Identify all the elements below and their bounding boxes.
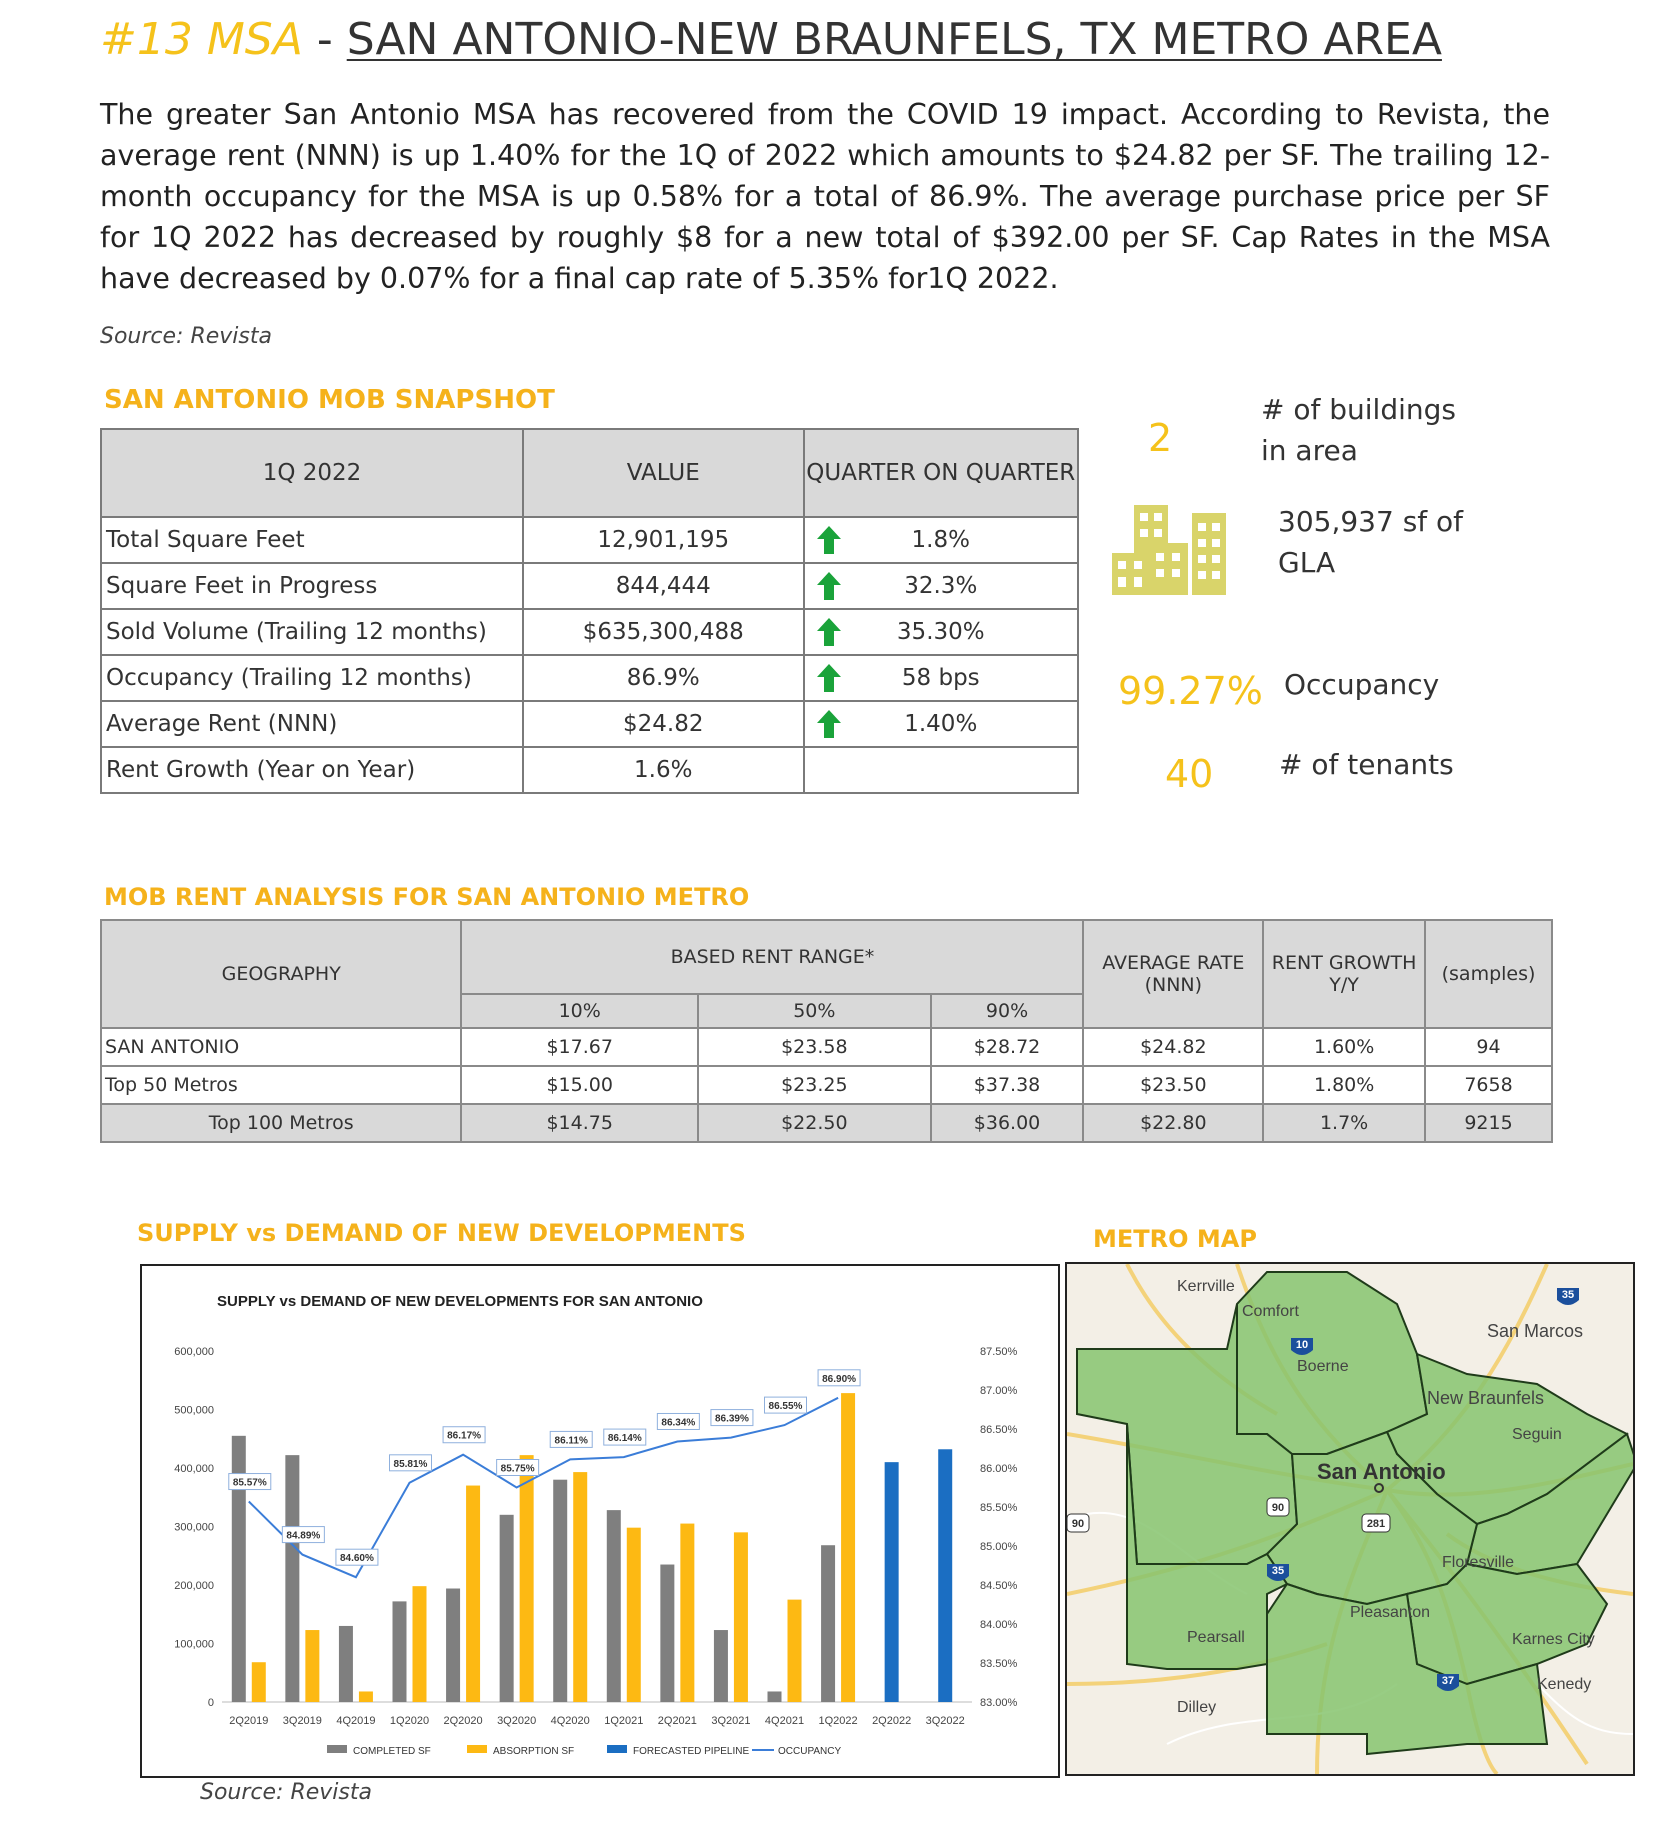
- occupancy-data-label: 86.39%: [714, 1413, 749, 1425]
- row-value: 12,901,195: [523, 517, 804, 563]
- table-row: [101, 1104, 1552, 1142]
- label-kenedy: Kenedy: [1537, 1676, 1592, 1693]
- snapshot-header-period: 1Q 2022: [101, 429, 523, 517]
- source-note-bottom: Source: Revista: [200, 1780, 372, 1805]
- row-label: Sold Volume (Trailing 12 months): [101, 609, 523, 655]
- snapshot-header-value: VALUE: [523, 429, 804, 517]
- x-tick-label: 1Q2022: [818, 1715, 858, 1727]
- y-tick-label: 500,000: [174, 1404, 214, 1417]
- row-qoq: [804, 747, 1078, 793]
- table-row: [101, 563, 1078, 609]
- source-note-top: Source: Revista: [100, 324, 272, 349]
- occupancy-data-label: 85.75%: [500, 1463, 535, 1475]
- avg-cell: $23.50: [1083, 1066, 1263, 1104]
- svg-text:35: 35: [1561, 1289, 1575, 1301]
- p50-cell: $23.58: [698, 1028, 931, 1066]
- row-value: 844,444: [523, 563, 804, 609]
- label-new-braunfels: New Braunfels: [1427, 1388, 1545, 1408]
- header-geography: GEOGRAPHY: [101, 920, 461, 1028]
- rent-analysis-title: MOB RENT ANALYSIS FOR SAN ANTONIO METRO: [104, 883, 750, 911]
- metro-map-title: METRO MAP: [1093, 1225, 1257, 1253]
- msa-rank: #13 MSA: [100, 14, 303, 65]
- table-row: [101, 747, 1078, 793]
- row-label: Square Feet in Progress: [101, 563, 523, 609]
- p90-cell: $28.72: [931, 1028, 1084, 1066]
- up-arrow-icon: [817, 526, 841, 554]
- occupancy-data-label: 86.14%: [607, 1433, 642, 1445]
- row-qoq: [804, 563, 1078, 609]
- y2-tick-label: 86.00%: [980, 1463, 1018, 1475]
- row-value: $635,300,488: [523, 609, 804, 655]
- x-tick-label: 4Q2019: [336, 1715, 376, 1727]
- legend-label: FORECASTED PIPELINE: [633, 1746, 750, 1757]
- p50-cell: $23.25: [698, 1066, 931, 1104]
- y-tick-label: 100,000: [174, 1638, 214, 1651]
- up-arrow-icon: [817, 664, 841, 692]
- legend-label: ABSORPTION SF: [493, 1746, 575, 1757]
- bar-completed-sf: [607, 1510, 621, 1702]
- y2-tick-label: 84.00%: [980, 1619, 1018, 1631]
- qoq-value: 1.40%: [904, 711, 978, 737]
- table-row: [101, 701, 1078, 747]
- bar-completed-sf: [339, 1626, 353, 1702]
- occupancy-value: 99.27%: [1118, 669, 1263, 713]
- table-row: [101, 517, 1078, 563]
- snapshot-header-row: [101, 429, 1078, 517]
- up-arrow-icon: [817, 710, 841, 738]
- header-p10: 10%: [461, 994, 698, 1028]
- x-tick-label: 4Q2021: [764, 1715, 805, 1727]
- bar-absorption-sf: [627, 1528, 641, 1702]
- x-tick-label: 3Q2021: [711, 1715, 751, 1727]
- label-kerrville: Kerrville: [1177, 1278, 1235, 1295]
- y2-tick-label: 85.50%: [980, 1502, 1018, 1514]
- label-boerne: Boerne: [1297, 1358, 1349, 1375]
- bar-absorption-sf: [466, 1486, 480, 1702]
- y-tick-label: 400,000: [174, 1463, 214, 1475]
- bar-completed-sf: [393, 1601, 407, 1702]
- y-tick-label: 300,000: [174, 1521, 214, 1534]
- avg-cell: $24.82: [1083, 1028, 1263, 1066]
- metro-area-name: SAN ANTONIO-NEW BRAUNFELS, TX METRO AREA: [346, 14, 1442, 65]
- p90-cell: $36.00: [931, 1104, 1084, 1142]
- x-tick-label: 3Q2022: [925, 1715, 965, 1727]
- bar-absorption-sf: [359, 1691, 373, 1702]
- qoq-value: 35.30%: [896, 619, 985, 645]
- metro-map: [1065, 1262, 1635, 1776]
- qoq-value: 32.3%: [904, 573, 978, 599]
- map-svg: [1067, 1264, 1633, 1774]
- tenants-count: 40: [1165, 752, 1214, 796]
- supply-demand-chart: [140, 1264, 1060, 1778]
- legend-label: COMPLETED SF: [353, 1746, 431, 1757]
- label-pleasanton: Pleasanton: [1350, 1604, 1431, 1621]
- page-heading: [100, 14, 1442, 65]
- occupancy-data-label: 86.90%: [822, 1373, 857, 1385]
- us90-west-shield-icon: [1067, 1514, 1089, 1532]
- occupancy-data-label: 86.11%: [554, 1435, 588, 1447]
- row-label: Average Rent (NNN): [101, 701, 523, 747]
- row-qoq: [804, 517, 1078, 563]
- bar-completed-sf: [714, 1630, 728, 1702]
- bar-completed-sf: [285, 1455, 299, 1702]
- us281-shield-icon: [1362, 1514, 1390, 1532]
- label-floresville: Floresville: [1442, 1554, 1515, 1571]
- bar-absorption-sf: [680, 1524, 694, 1702]
- samples-cell: 9215: [1425, 1104, 1552, 1142]
- bar-completed-sf: [553, 1480, 567, 1702]
- y-tick-label: 200,000: [174, 1580, 214, 1592]
- i37-shield-icon: [1437, 1674, 1459, 1691]
- row-label: Rent Growth (Year on Year): [101, 747, 523, 793]
- occupancy-data-label: 86.55%: [768, 1401, 803, 1413]
- svg-text:281: 281: [1366, 1518, 1386, 1530]
- buildings-icon: [1112, 505, 1228, 595]
- x-tick-label: 2Q2021: [657, 1715, 697, 1727]
- header-p90: 90%: [931, 994, 1084, 1028]
- up-arrow-icon: [817, 572, 841, 600]
- p90-cell: $37.38: [931, 1066, 1084, 1104]
- svg-text:10: 10: [1295, 1339, 1309, 1351]
- y2-tick-label: 84.50%: [980, 1580, 1018, 1592]
- x-tick-label: 2Q2019: [229, 1715, 269, 1727]
- legend-swatch: [327, 1745, 347, 1753]
- bar-forecasted-pipeline: [885, 1462, 899, 1702]
- growth-cell: 1.7%: [1263, 1104, 1425, 1142]
- snapshot-header-qoq: QUARTER ON QUARTER: [804, 429, 1078, 517]
- x-tick-label: 1Q2021: [604, 1715, 644, 1727]
- y2-tick-label: 87.50%: [980, 1346, 1018, 1358]
- legend-swatch: [607, 1745, 627, 1753]
- label-seguin: Seguin: [1512, 1426, 1562, 1443]
- bar-absorption-sf: [841, 1393, 855, 1702]
- i10-shield-icon: [1291, 1338, 1313, 1355]
- bar-absorption-sf: [734, 1532, 748, 1702]
- y2-tick-label: 87.00%: [980, 1385, 1018, 1397]
- geo-cell: Top 50 Metros: [101, 1066, 461, 1104]
- growth-cell: 1.80%: [1263, 1066, 1425, 1104]
- header-samples: (samples): [1425, 920, 1552, 1028]
- legend-swatch: [467, 1745, 487, 1753]
- table-row: [101, 655, 1078, 701]
- up-arrow-icon: [817, 618, 841, 646]
- buildings-label: [1261, 389, 1456, 471]
- bar-completed-sf: [768, 1691, 782, 1702]
- rent-analysis-table: [100, 919, 1553, 1143]
- snapshot-table: [100, 428, 1079, 794]
- gla-label-line1: 305,937 sf of: [1278, 505, 1464, 538]
- bar-completed-sf: [821, 1545, 835, 1702]
- svg-text:90: 90: [1071, 1518, 1085, 1530]
- label-dilley: Dilley: [1177, 1699, 1217, 1716]
- bar-absorption-sf: [305, 1630, 319, 1702]
- svg-text:37: 37: [1441, 1675, 1455, 1687]
- bar-absorption-sf: [520, 1455, 534, 1702]
- row-value: $24.82: [523, 701, 804, 747]
- label-comfort: Comfort: [1242, 1303, 1299, 1320]
- growth-cell: 1.60%: [1263, 1028, 1425, 1066]
- occupancy-data-label: 86.17%: [447, 1430, 482, 1442]
- i35-south-shield-icon: [1267, 1564, 1289, 1581]
- gla-label-line2: GLA: [1278, 546, 1336, 579]
- occupancy-data-label: 85.57%: [232, 1477, 267, 1489]
- svg-text:35: 35: [1271, 1565, 1285, 1577]
- y2-tick-label: 86.50%: [980, 1424, 1018, 1436]
- row-qoq: [804, 655, 1078, 701]
- occupancy-label: Occupancy: [1284, 668, 1440, 701]
- p50-cell: $22.50: [698, 1104, 931, 1142]
- p10-cell: $17.67: [461, 1028, 698, 1066]
- chart-title: SUPPLY vs DEMAND OF NEW DEVELOPMENTS FOR SAN ANTONIO: [217, 1293, 703, 1310]
- buildings-label-line1: # of buildings: [1261, 393, 1456, 426]
- geo-cell: SAN ANTONIO: [101, 1028, 461, 1066]
- bar-completed-sf: [660, 1565, 674, 1702]
- svg-text:90: 90: [1271, 1502, 1285, 1514]
- snapshot-title: SAN ANTONIO MOB SNAPSHOT: [104, 385, 555, 415]
- gla-label: [1278, 501, 1463, 583]
- occupancy-data-label: 85.81%: [393, 1458, 428, 1470]
- y-tick-label: 600,000: [174, 1346, 214, 1358]
- tenants-label: # of tenants: [1279, 748, 1454, 781]
- label-san-antonio: San Antonio: [1317, 1459, 1446, 1484]
- y2-tick-label: 83.00%: [980, 1697, 1018, 1709]
- geo-cell: Top 100 Metros: [101, 1104, 461, 1142]
- x-tick-label: 1Q2020: [389, 1715, 430, 1727]
- rent-header-row: [101, 920, 1552, 994]
- table-row: [101, 1066, 1552, 1104]
- supply-section-title: SUPPLY vs DEMAND OF NEW DEVELOPMENTS: [137, 1219, 746, 1247]
- row-label: Total Square Feet: [101, 517, 523, 563]
- bar-absorption-sf: [413, 1586, 427, 1702]
- occupancy-data-label: 84.89%: [286, 1530, 321, 1542]
- y2-tick-label: 83.50%: [980, 1658, 1018, 1670]
- buildings-label-line2: in area: [1261, 434, 1358, 467]
- x-tick-label: 2Q2022: [872, 1715, 912, 1727]
- x-tick-label: 3Q2020: [497, 1715, 537, 1727]
- row-qoq: [804, 609, 1078, 655]
- intro-paragraph: The greater San Antonio MSA has recovered from the COVID 19 impact. According to Revista, the average rent (NNN) is up 1.40% for the 1Q of 2022 which amounts to $24.82 per SF. The trailing 12-month occupancy for the MSA is up 0.58% for a total of 86.9%. The average purchase price per SF for 1Q 2022 has decreased by roughly $8 for a new total of $392.00 per SF. Cap Rates in the MSA have decreased by 0.07% for a final cap rate of 5.35% for1Q 2022.: [100, 98, 1550, 295]
- samples-cell: 94: [1425, 1028, 1552, 1066]
- header-average-rate: AVERAGE RATE (NNN): [1083, 920, 1263, 1028]
- row-value: 86.9%: [523, 655, 804, 701]
- p10-cell: $15.00: [461, 1066, 698, 1104]
- i35-north-shield-icon: [1557, 1288, 1579, 1305]
- row-label: Occupancy (Trailing 12 months): [101, 655, 523, 701]
- label-karnes-city: Karnes City: [1512, 1631, 1595, 1648]
- header-p50: 50%: [698, 994, 931, 1028]
- us90-shield-icon: [1267, 1498, 1289, 1516]
- header-rent-range: BASED RENT RANGE*: [461, 920, 1083, 994]
- bar-absorption-sf: [573, 1472, 587, 1702]
- bar-absorption-sf: [788, 1600, 802, 1702]
- x-tick-label: 4Q2020: [550, 1715, 590, 1727]
- heading-separator: -: [302, 14, 347, 65]
- bar-completed-sf: [446, 1589, 460, 1702]
- y2-tick-label: 85.00%: [980, 1541, 1018, 1553]
- table-row: [101, 1028, 1552, 1066]
- qoq-value: 1.8%: [911, 527, 970, 553]
- x-tick-label: 3Q2019: [282, 1715, 322, 1727]
- avg-cell: $22.80: [1083, 1104, 1263, 1142]
- occupancy-data-label: 84.60%: [339, 1553, 374, 1565]
- qoq-value: 58 bps: [901, 665, 980, 691]
- label-san-marcos: San Marcos: [1487, 1321, 1584, 1341]
- header-rent-growth: RENT GROWTH Y/Y: [1263, 920, 1425, 1028]
- bar-forecasted-pipeline: [938, 1449, 952, 1702]
- table-row: [101, 609, 1078, 655]
- occupancy-data-label: 86.34%: [661, 1417, 696, 1429]
- bar-completed-sf: [500, 1515, 514, 1702]
- row-qoq: [804, 701, 1078, 747]
- label-pearsall: Pearsall: [1187, 1629, 1245, 1646]
- samples-cell: 7658: [1425, 1066, 1552, 1104]
- bar-absorption-sf: [252, 1662, 266, 1702]
- p10-cell: $14.75: [461, 1104, 698, 1142]
- y-tick-label: 0: [207, 1697, 214, 1709]
- legend-label: OCCUPANCY: [778, 1746, 842, 1757]
- buildings-count: 2: [1148, 416, 1173, 460]
- row-value: 1.6%: [523, 747, 804, 793]
- x-tick-label: 2Q2020: [443, 1715, 483, 1727]
- chart-svg: [142, 1266, 1058, 1776]
